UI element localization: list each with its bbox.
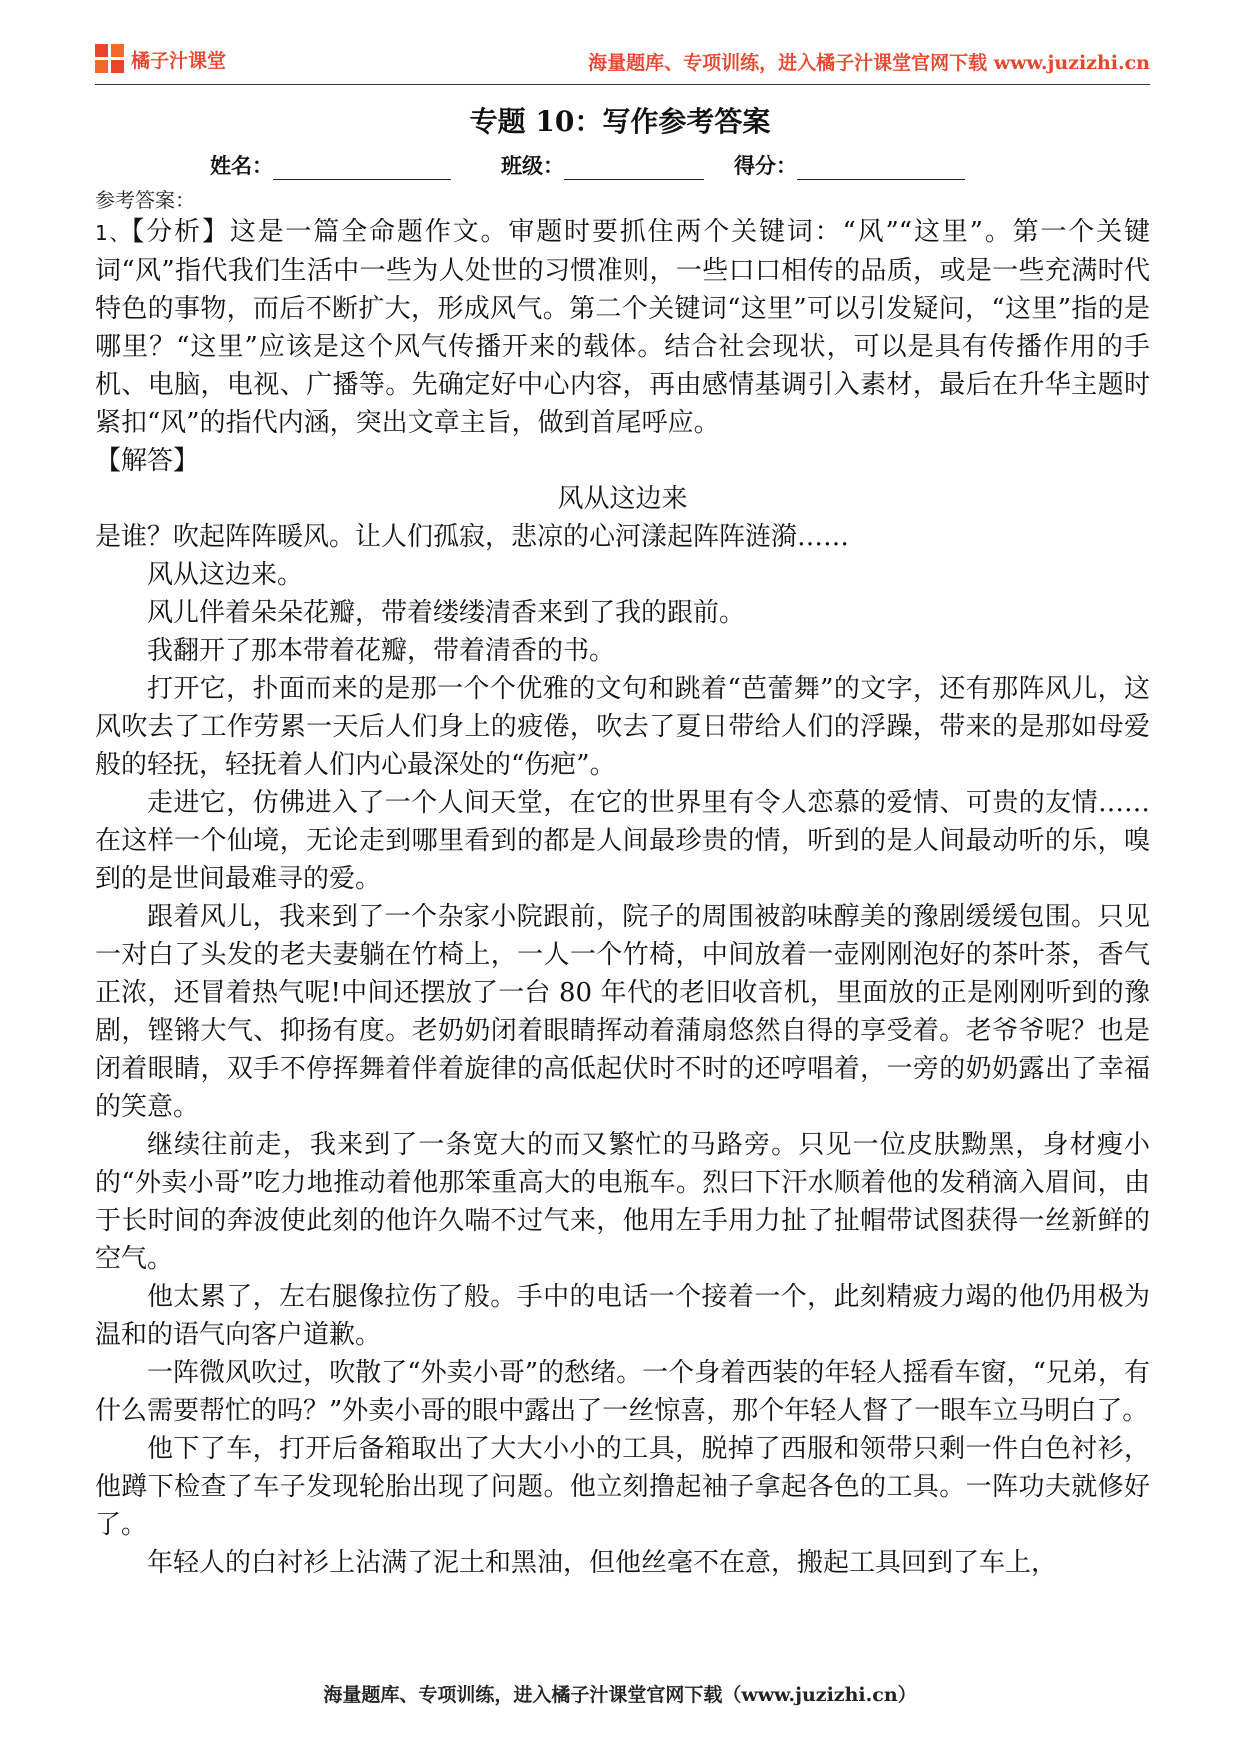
essay-paragraph: 一阵微风吹过，吹散了“外卖小哥”的愁绪。一个身着西装的年轻人摇看车窗，“兄弟，有什么需要帮忙的吗？”外卖小哥的眼中露出了一丝惊喜，那个年轻人督了一眼车立马明白了。	[95, 1358, 1150, 1426]
name-blank[interactable]	[273, 157, 451, 180]
reference-answer-label: 参考答案：	[95, 188, 195, 212]
name-field	[210, 150, 451, 180]
essay-paragraph: 风从这边来。	[147, 560, 304, 590]
question-number: 1、	[95, 221, 132, 245]
header-slogan: 海量题库、专项训练，进入橘子汁课堂官网下载 www.juzizhi.cn	[588, 52, 1150, 74]
essay-paragraph: 走进它，仿佛进入了一个人间天堂，在它的世界里有令人恋慕的爱情、可贵的友情……在这样一个仙境，无论走到哪里看到的都是人间最珍贵的情，听到的是人间最动听的乐，嗅到的是世间最难寻的爱。	[95, 788, 1150, 894]
page-title: 专题 10：写作参考答案	[469, 105, 771, 138]
page-header	[95, 42, 1150, 78]
name-label: 姓名：	[210, 153, 273, 178]
logo-text: 橘子汁课堂	[131, 49, 227, 72]
essay-title: 风从这边来	[557, 484, 688, 514]
student-info-row	[210, 150, 965, 180]
analysis-paragraph	[95, 213, 1150, 442]
score-label: 得分：	[734, 153, 797, 178]
essay-paragraph: 打开它，扑面而来的是那一个个优雅的文句和跳着“芭蕾舞”的文字，还有那阵风儿，这风吹去了工作劳累一天后人们身上的疲倦，吹去了夏日带给人们的浮躁，带来的是那如母爱般的轻抚，轻抚着人们内心最深处的“伤疤”。	[95, 674, 1150, 780]
class-field	[501, 150, 704, 180]
logo	[95, 44, 226, 74]
logo-mark-icon	[95, 44, 125, 74]
header-divider	[95, 84, 1150, 85]
score-field	[734, 150, 965, 180]
essay-paragraph: 年轻人的白衬衫上沾满了泥土和黑油，但他丝毫不在意，搬起工具回到了车上，	[147, 1548, 1058, 1578]
score-blank[interactable]	[797, 157, 965, 180]
class-label: 班级：	[501, 153, 564, 178]
essay-paragraph: 我翻开了那本带着花瓣，带着清香的书。	[147, 636, 616, 666]
page-footer: 海量题库、专项训练，进入橘子汁课堂官网下载（www.juzizhi.cn）	[323, 1684, 917, 1706]
essay-paragraph: 继续往前走，我来到了一条宽大的而又繁忙的马路旁。只见一位皮肤黝黑，身材瘦小的“外卖小哥”吃力地推动着他那笨重高大的电瓶车。烈曰下汗水顺着他的发稍滴入眉间，由于长时间的奔波使此刻的他许久喘不过气来，他用左手用力扯了扯帽带试图获得一丝新鲜的空气。	[95, 1130, 1150, 1274]
essay-paragraph: 他下了车，打开后备箱取出了大大小小的工具，脱掉了西服和领带只剩一件白色衬衫，他蹲下检查了车子发现轮胎出现了问题。他立刻撸起袖子拿起各色的工具。一阵功夫就修好了。	[95, 1434, 1150, 1540]
answer-content	[95, 213, 1150, 1582]
essay-paragraph: 他太累了，左右腿像拉伤了般。手中的电话一个接着一个，此刻精疲力竭的他仍用极为温和的语气向客户道歉。	[95, 1282, 1150, 1350]
analysis-text: 【分析】这是一篇全命题作文。审题时要抓住两个关键词：“风”“这里”。第一个关键词“风”指代我们生活中一些为人处世的习惯准则，一些口口相传的品质，或是一些充满时代特色的事物，而后不断扩大，形成风气。第二个关键词“这里”可以引发疑问，“这里”指的是哪里？“这里”应该是这个风气传播开来的载体。结合社会现状，可以是具有传播作用的手机、电脑，电视、广播等。先确定好中心内容，再由感情基调引入素材，最后在升华主题时紧扣“风”的指代内涵，突出文章主旨，做到首尾呼应。	[95, 217, 1150, 438]
essay-opening: 是谁？吹起阵阵暖风。让人们孤寂，悲凉的心河漾起阵阵涟漪……	[95, 522, 850, 552]
essay-paragraph: 风儿伴着朵朵花瓣，带着缕缕清香来到了我的跟前。	[147, 598, 746, 628]
answer-label: 【解答】	[95, 446, 200, 476]
class-blank[interactable]	[564, 157, 704, 180]
essay-paragraph: 跟着风儿，我来到了一个杂家小院跟前，院子的周围被韵味醇美的豫剧缓缓包围。只见一对白了头发的老夫妻躺在竹椅上，一人一个竹椅，中间放着一壶刚刚泡好的茶叶茶，香气正浓，还冒着热气呢!中间还摆放了一台 80 年代的老旧收音机，里面放的正是刚刚听到的豫剧，铿锵大气、抑扬有度。老奶奶闭着眼睛挥动着蒲扇悠然自得的享受着。老爷爷呢？也是闭着眼睛，双手不停挥舞着伴着旋律的高低起伏时不时的还哼唱着，一旁的奶奶露出了幸福的笑意。	[95, 902, 1150, 1122]
